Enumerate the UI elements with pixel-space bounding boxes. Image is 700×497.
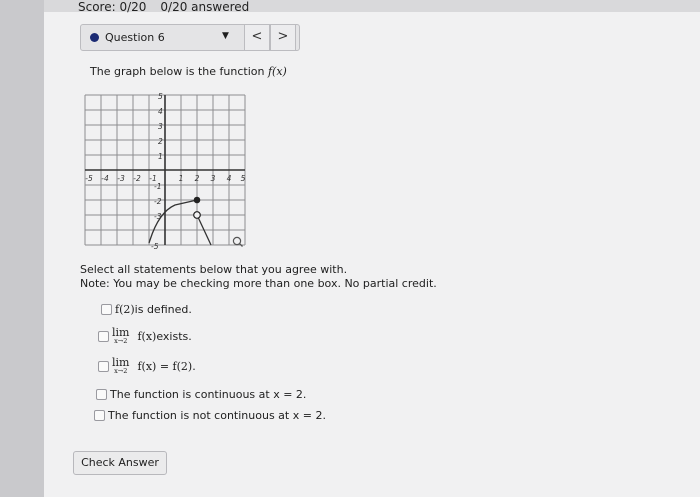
instructions-line1: Select all statements below that you agree with. (80, 263, 348, 276)
option-f2-defined[interactable] (101, 303, 192, 316)
y-tick-label: -1 (154, 182, 162, 191)
x-tick-label: 4 (226, 174, 232, 183)
option-text: is defined. (134, 303, 192, 316)
option-text: exists. (156, 329, 192, 343)
option-limit-exists[interactable] (98, 327, 192, 345)
prev-question-button[interactable]: < (244, 24, 270, 51)
x-tick-label: -4 (101, 174, 109, 183)
option-not-continuous[interactable] (94, 409, 326, 422)
check-answer-button[interactable]: Check Answer (73, 451, 167, 475)
open-point (194, 212, 201, 219)
question-label: Question 6 (105, 31, 165, 44)
y-tick-label: 4 (158, 107, 163, 116)
y-tick-label: 3 (158, 122, 163, 131)
y-tick-label: -3 (154, 212, 162, 221)
instructions (80, 263, 437, 291)
limit-operator (112, 327, 129, 345)
x-tick-label: -2 (133, 174, 141, 183)
x-tick-label: 3 (210, 174, 216, 183)
status-dot-icon (90, 33, 99, 42)
curve-left (149, 200, 197, 243)
y-tick-label: 1 (158, 152, 163, 161)
option-text: The function is not continuous at x = 2. (108, 409, 326, 422)
option-continuous[interactable] (96, 388, 306, 401)
answered-count: 0/20 answered (160, 0, 250, 14)
y-tick-label: 2 (158, 137, 163, 146)
caret-down-icon[interactable]: ▼ (222, 31, 229, 41)
checkbox[interactable] (98, 361, 109, 372)
function-graph (80, 90, 250, 255)
left-margin (0, 0, 44, 497)
option-func: f(2) (115, 303, 135, 316)
checkbox[interactable] (94, 410, 105, 421)
x-tick-label: -1 (149, 174, 157, 183)
x-tick-label: 5 (240, 174, 246, 183)
option-expr: f(x) = f(2). (137, 359, 196, 373)
prompt-text: The graph below is the function (90, 65, 265, 78)
limit-word: lim (112, 356, 130, 369)
x-tick-label: -3 (117, 174, 125, 183)
score-bar (78, 0, 249, 14)
y-tick-label: 5 (158, 92, 163, 101)
y-tick-label: -5 (151, 242, 159, 251)
option-expr: f(x) (137, 329, 157, 343)
y-tick-label: -2 (154, 197, 162, 206)
prompt-function: f(x) (267, 65, 287, 78)
instructions-line2: Note: You may be checking more than one box. No partial credit. (80, 277, 437, 290)
limit-subscript: x→2 (114, 367, 128, 375)
question-prompt (90, 65, 287, 78)
checkbox[interactable] (101, 304, 112, 315)
option-text: The function is continuous at x = 2. (110, 388, 307, 401)
next-question-button[interactable]: > (270, 24, 296, 51)
closed-point (194, 197, 201, 204)
limit-operator (112, 357, 129, 375)
x-tick-label: -5 (85, 174, 93, 183)
x-tick-label: 2 (194, 174, 200, 183)
checkbox[interactable] (98, 331, 109, 342)
limit-word: lim (112, 326, 130, 339)
score-text: Score: 0/20 (78, 0, 147, 14)
x-tick-label: 1 (178, 174, 184, 183)
limit-subscript: x→2 (114, 337, 128, 345)
checkbox[interactable] (96, 389, 107, 400)
option-limit-equals[interactable] (98, 357, 196, 375)
